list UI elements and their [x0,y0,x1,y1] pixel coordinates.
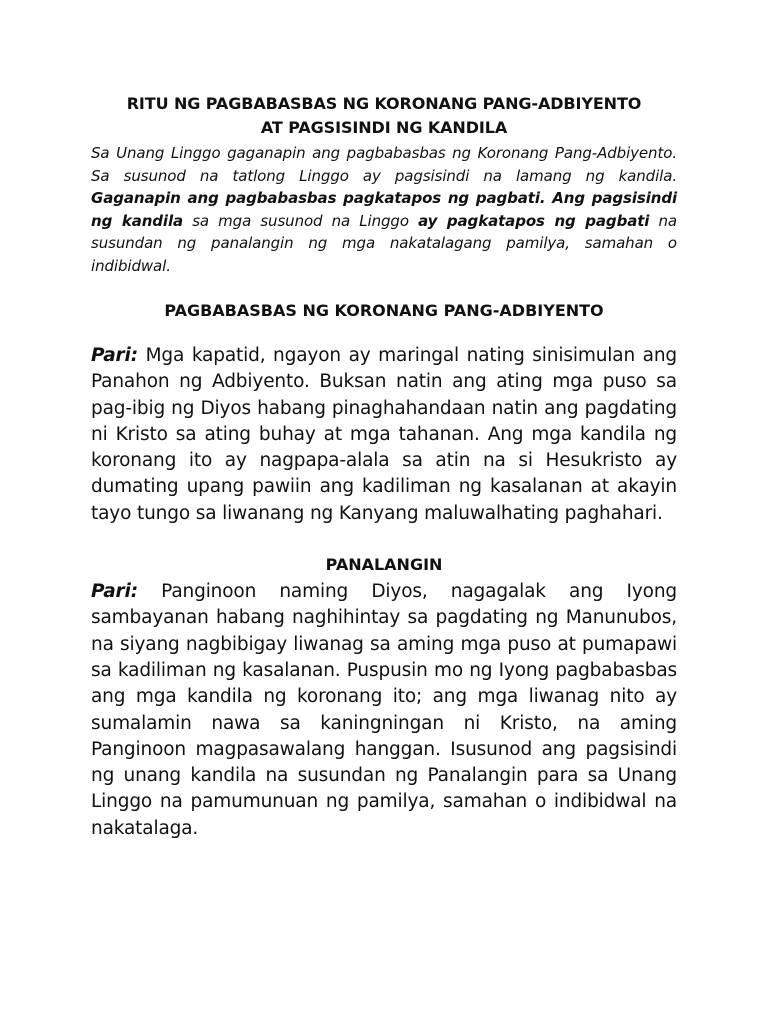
paragraph-text: Panginoon naming Diyos, nagagalak ang Iyong sambayanan habang naghihintay sa pagdating ng Manunubos, na siyang nagbibigay liwanag sa aming mga puso at pumapawi sa kadiliman ng kasalanan. Puspusin mo ng Iyong pagbabasbas ang mga kandila ng koronang ito; ang mga liwanag nito ay sumalamin nawa sa kaningningan ni Kristo, na aming Panginoon magpasawalang hanggan. Isusunod ang pagsisindi ng unang kandila na susundan ng Panalangin para sa Unang Linggo na pamumunuan ng pamilya, samahan o indibidwal na nakatalaga. [91,581,677,839]
document-title [91,92,677,140]
section-heading-prayer: PANALANGIN [325,555,443,575]
intro-bold-2: ay pagkatapos ng pagbati [418,211,650,230]
title-line-1: RITU NG PAGBABASBAS NG KORONANG PANG-ADBIYENTO [126,94,642,113]
intro-bold-1: Gaganapin ang pagbabasbas pagkatapos ng pagbati. Ang pagsisindi ng kandila [91,189,677,230]
intro-text-2: sa mga susunod na Linggo [183,211,419,230]
intro-text-3: na susundan ng panalangin ng mga nakatalagang pamilya, samahan o indibidwal. [91,211,678,275]
section-paragraph-prayer [91,579,677,842]
paragraph-text: Mga kapatid, ngayon ay maringal nating sinisimulan ang Panahon ng Adbiyento. Buksan natin ang ating mga puso sa pag-ibig ng Diyos habang pinaghahandaan natin ang pagdating ni Kristo sa ating buhay at mga tahanan. Ang mga kandila ng koronang ito ay nagpapa-alala sa atin na si Hesukristo ay dumating upang pawiin ang kadiliman ng kasalanan at akayin tayo tungo sa liwanang ng Kanyang maluwalhating paghahari. [91,345,677,524]
intro-text-1: Sa Unang Linggo gaganapin ang pagbabasbas ng Koronang Pang-Adbiyento. Sa susunod na tatlong Linggo ay pagsisindi na lamang ng kandila. [91,144,677,185]
title-line-2: AT PAGSISINDI NG KANDILA [260,118,508,137]
document-page [91,92,677,842]
intro-instructions [91,142,677,277]
speaker-label: Pari: [91,345,138,366]
speaker-label: Pari: [91,581,138,603]
section-heading-blessing: PAGBABASBAS NG KORONANG PANG-ADBIYENTO [164,301,604,320]
section-paragraph-blessing [91,343,677,527]
